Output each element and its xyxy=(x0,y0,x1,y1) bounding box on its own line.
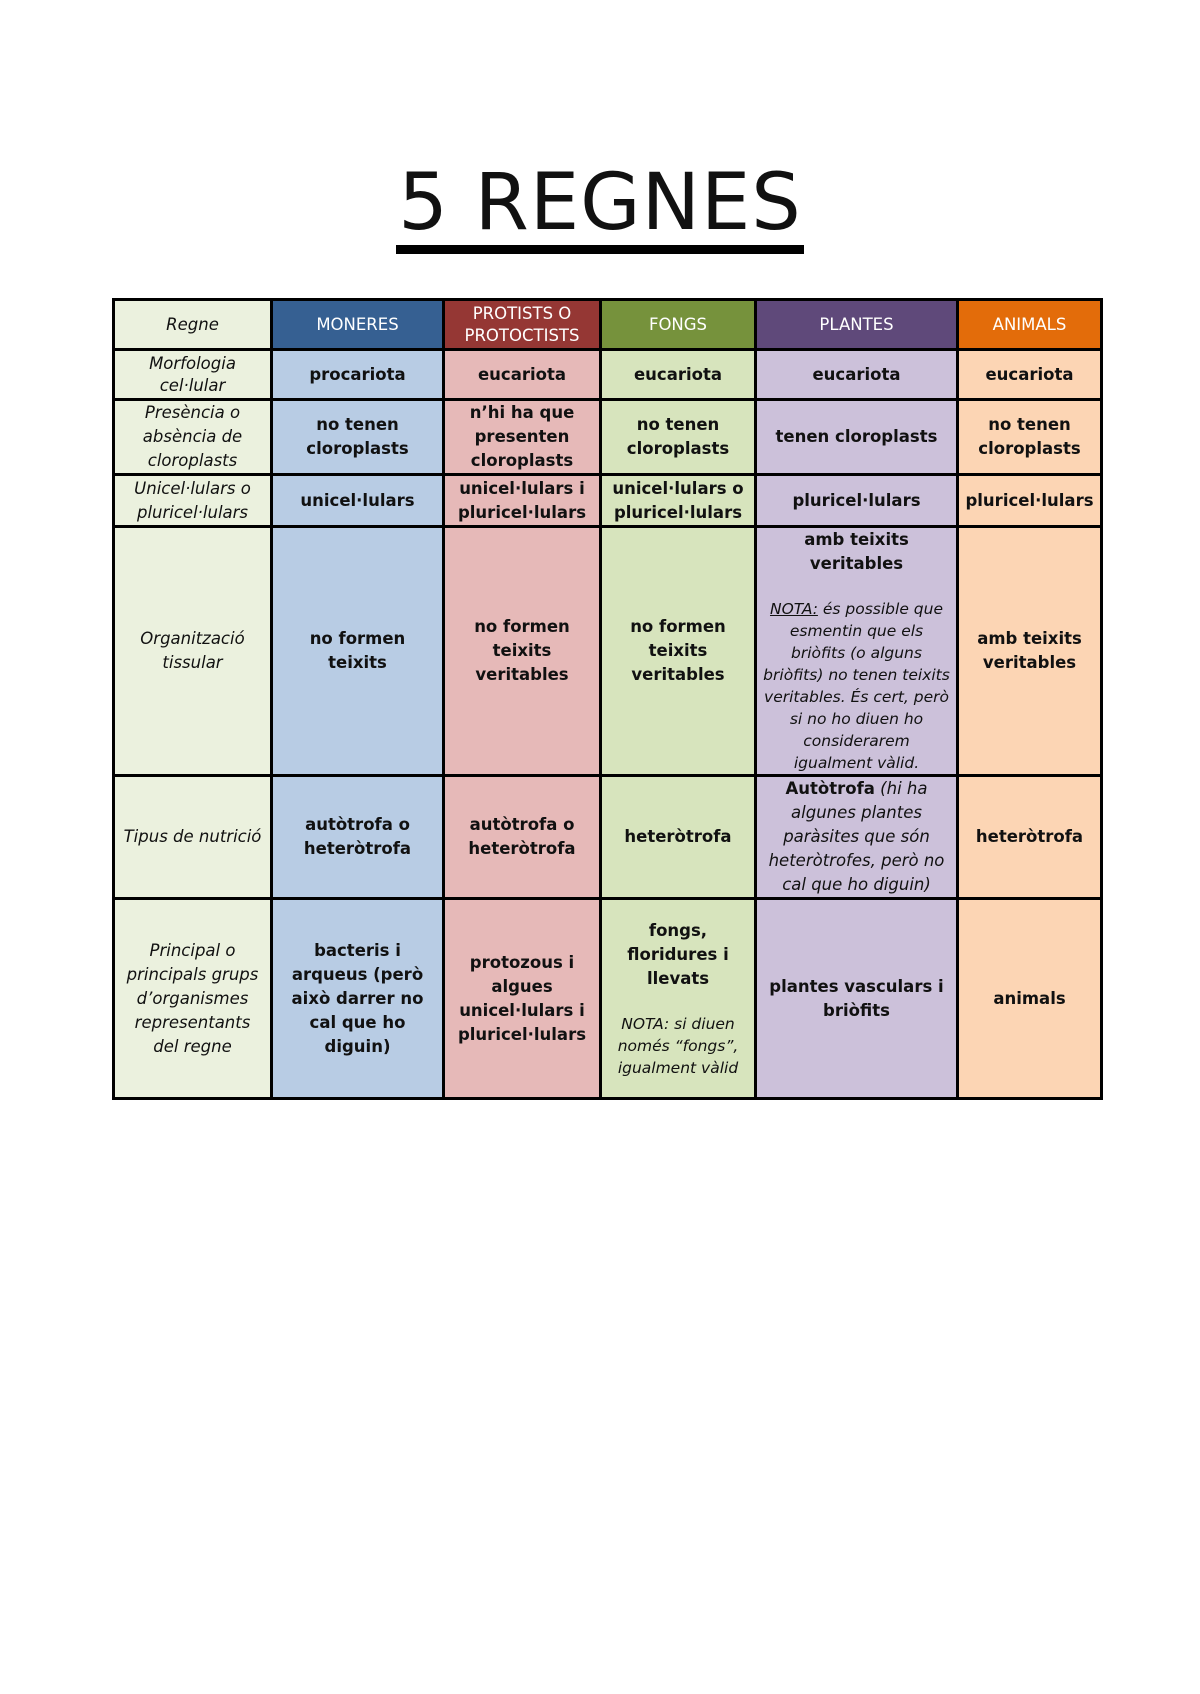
cell-protists-grups: protozous i algues unicel·lulars i pluricel·lulars xyxy=(444,899,601,1099)
cell-plantes-unicel: pluricel·lulars xyxy=(756,475,958,527)
plantes-nutricio-nota: (hi ha algunes plantes paràsites que són heteròtrofes, però no cal que ho diguin) xyxy=(768,779,945,894)
cell-protists-tissular: no formen teixits veritables xyxy=(444,527,601,776)
cell-plantes-nutricio xyxy=(756,776,958,899)
cell-animals-cloroplasts: no tenen cloroplasts xyxy=(958,400,1102,475)
cell-animals-tissular: amb teixits veritables xyxy=(958,527,1102,776)
cell-plantes-cloroplasts: tenen cloroplasts xyxy=(756,400,958,475)
table-row-morfologia xyxy=(114,350,1102,400)
cell-moneres-grups: bacteris i arqueus (però això darrer no cal que ho diguin) xyxy=(272,899,444,1099)
header-regne: Regne xyxy=(114,300,272,350)
table-row-cloroplasts xyxy=(114,400,1102,475)
row-label-unicel: Unicel·lulars o pluricel·lulars xyxy=(114,475,272,527)
header-animals: ANIMALS xyxy=(958,300,1102,350)
plantes-tissular-nota xyxy=(763,598,950,774)
cell-protists-nutricio: autòtrofa o heteròtrofa xyxy=(444,776,601,899)
table-header-row xyxy=(114,300,1102,350)
cell-plantes-grups: plantes vasculars i briòfits xyxy=(756,899,958,1099)
page-title xyxy=(0,158,1200,254)
table-row-grups xyxy=(114,899,1102,1099)
fongs-grups-nota: NOTA: si diuen només “fongs”, igualment vàlid xyxy=(617,1014,739,1077)
cell-fongs-morfologia: eucariota xyxy=(601,350,756,400)
cell-fongs-grups xyxy=(601,899,756,1099)
plantes-nutricio-main: Autòtrofa xyxy=(785,779,875,798)
table-row-unicel xyxy=(114,475,1102,527)
cell-moneres-tissular: no formen teixits xyxy=(272,527,444,776)
cell-animals-nutricio: heteròtrofa xyxy=(958,776,1102,899)
nota-text: és possible que esmentin que els briòfits (o alguns briòfits) no tenen teixits veritables. És cert, però si no ho diuen ho considerarem igualment vàlid. xyxy=(763,600,950,772)
cell-protists-morfologia: eucariota xyxy=(444,350,601,400)
table-row-tissular xyxy=(114,527,1102,776)
header-moneres: MONERES xyxy=(272,300,444,350)
plantes-tissular-main: amb teixits veritables xyxy=(804,530,909,573)
row-label-grups: Principal o principals grups d’organismes representants del regne xyxy=(114,899,272,1099)
cell-plantes-tissular xyxy=(756,527,958,776)
cell-moneres-nutricio: autòtrofa o heteròtrofa xyxy=(272,776,444,899)
row-label-cloroplasts: Presència o absència de cloroplasts xyxy=(114,400,272,475)
cell-fongs-tissular: no formen teixits veritables xyxy=(601,527,756,776)
cell-fongs-cloroplasts: no tenen cloroplasts xyxy=(601,400,756,475)
header-plantes: PLANTES xyxy=(756,300,958,350)
cell-fongs-nutricio: heteròtrofa xyxy=(601,776,756,899)
row-label-nutricio: Tipus de nutrició xyxy=(114,776,272,899)
cell-moneres-cloroplasts: no tenen cloroplasts xyxy=(272,400,444,475)
cell-fongs-unicel: unicel·lulars o pluricel·lulars xyxy=(601,475,756,527)
cell-animals-unicel: pluricel·lulars xyxy=(958,475,1102,527)
cell-animals-morfologia: eucariota xyxy=(958,350,1102,400)
kingdoms-table xyxy=(112,298,1103,1100)
cell-animals-grups: animals xyxy=(958,899,1102,1099)
page-title-text: 5 REGNES xyxy=(396,161,803,254)
cell-protists-unicel: unicel·lulars i pluricel·lulars xyxy=(444,475,601,527)
fongs-grups-main: fongs, floridures i llevats xyxy=(627,920,729,988)
header-fongs: FONGS xyxy=(601,300,756,350)
nota-label: NOTA: xyxy=(769,600,818,618)
cell-plantes-morfologia: eucariota xyxy=(756,350,958,400)
header-protists: PROTISTS O PROTOCTISTS xyxy=(444,300,601,350)
cell-moneres-morfologia: procariota xyxy=(272,350,444,400)
table-row-nutricio xyxy=(114,776,1102,899)
row-label-morfologia: Morfologia cel·lular xyxy=(114,350,272,400)
row-label-tissular: Organització tissular xyxy=(114,527,272,776)
cell-protists-cloroplasts: n’hi ha que presenten cloroplasts xyxy=(444,400,601,475)
cell-moneres-unicel: unicel·lulars xyxy=(272,475,444,527)
